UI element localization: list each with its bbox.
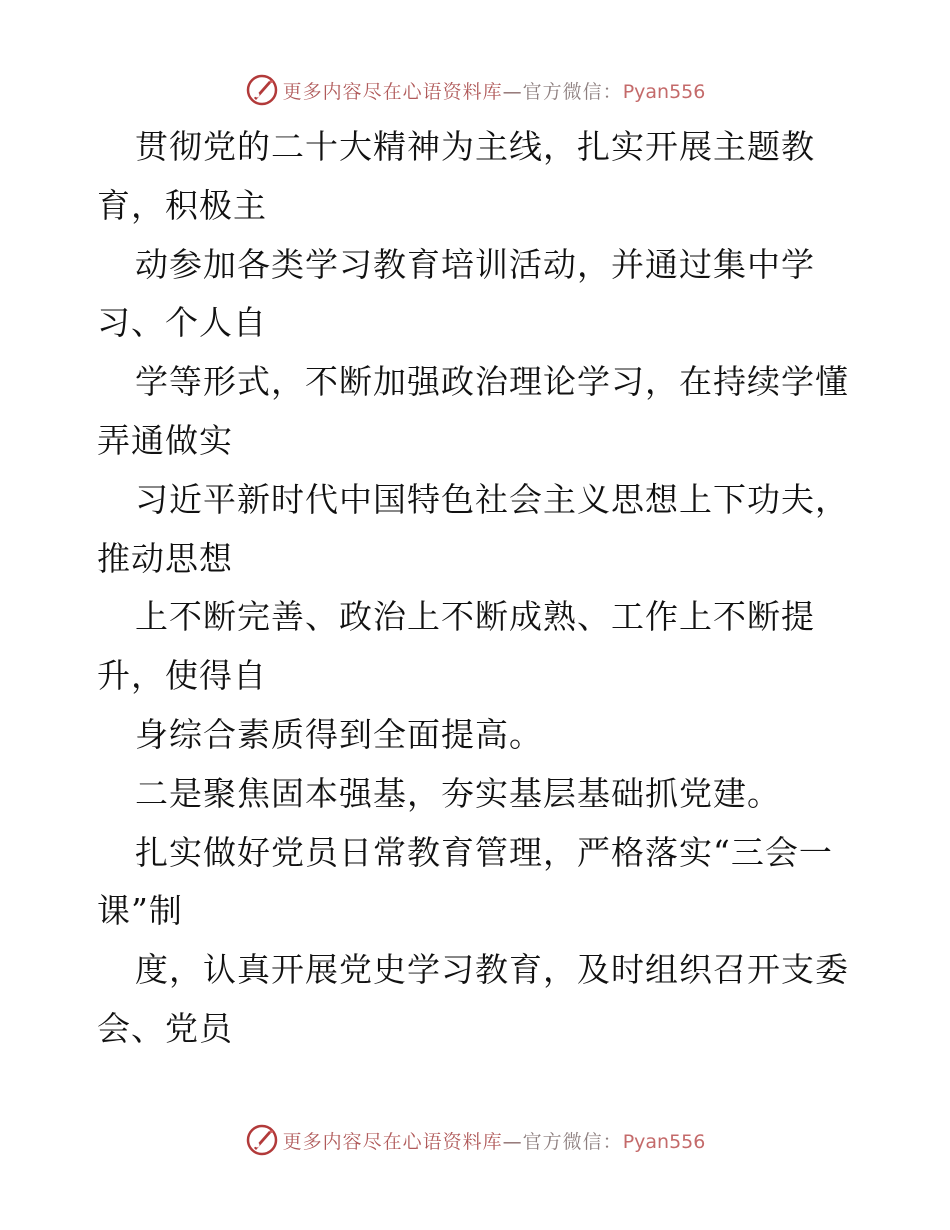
body-text-line: 上不断完善、政治上不断成熟、工作上不断提 <box>135 597 815 637</box>
header-watermark <box>0 70 950 110</box>
watermark-wechat-id: Pyan556 <box>622 1130 706 1153</box>
body-text-line: 升，使得自 <box>97 656 267 696</box>
body-text-line: 度，认真开展党史学习教育，及时组织召开支委 <box>135 950 849 990</box>
body-text-line: 扎实做好党员日常教育管理，严格落实“三会一 <box>135 832 833 872</box>
body-text-line: 弄通做实 <box>97 420 233 460</box>
watermark-wechat-label: 官方微信： <box>522 80 623 103</box>
watermark-wechat-id: Pyan556 <box>622 80 706 103</box>
watermark-site-text: 更多内容尽在心语资料库 <box>282 80 503 103</box>
quill-logo-icon <box>245 73 279 107</box>
watermark-separator: — <box>502 80 523 103</box>
body-text-line: 贯彻党的二十大精神为主线，扎实开展主题教 <box>135 127 815 166</box>
body-text-line: 身综合素质得到全面提高。 <box>135 714 543 754</box>
footer-watermark <box>0 1120 950 1160</box>
body-text-line: 育，积极主 <box>97 185 267 225</box>
body-text-line: 学等形式，不断加强政治理论学习，在持续学懂 <box>135 362 849 402</box>
body-text-line: 课”制 <box>97 891 183 931</box>
watermark-text <box>283 1127 706 1154</box>
body-text-line: 二是聚焦固本强基，夯实基层基础抓党建。 <box>135 773 781 813</box>
body-text-line: 习近平新时代中国特色社会主义思想上下功夫， <box>135 479 849 519</box>
document-body <box>97 118 857 1059</box>
body-text-line: 推动思想 <box>97 538 233 578</box>
watermark-wechat-label: 官方微信： <box>522 1130 623 1153</box>
body-text-line: 习、个人自 <box>97 303 267 343</box>
body-text-line: 会、党员 <box>97 1008 233 1048</box>
body-text-line: 动参加各类学习教育培训活动，并通过集中学 <box>135 244 815 284</box>
watermark-separator: — <box>502 1130 523 1153</box>
watermark-text <box>283 77 706 104</box>
watermark-site-text: 更多内容尽在心语资料库 <box>282 1130 503 1153</box>
quill-logo-icon <box>245 1123 279 1157</box>
